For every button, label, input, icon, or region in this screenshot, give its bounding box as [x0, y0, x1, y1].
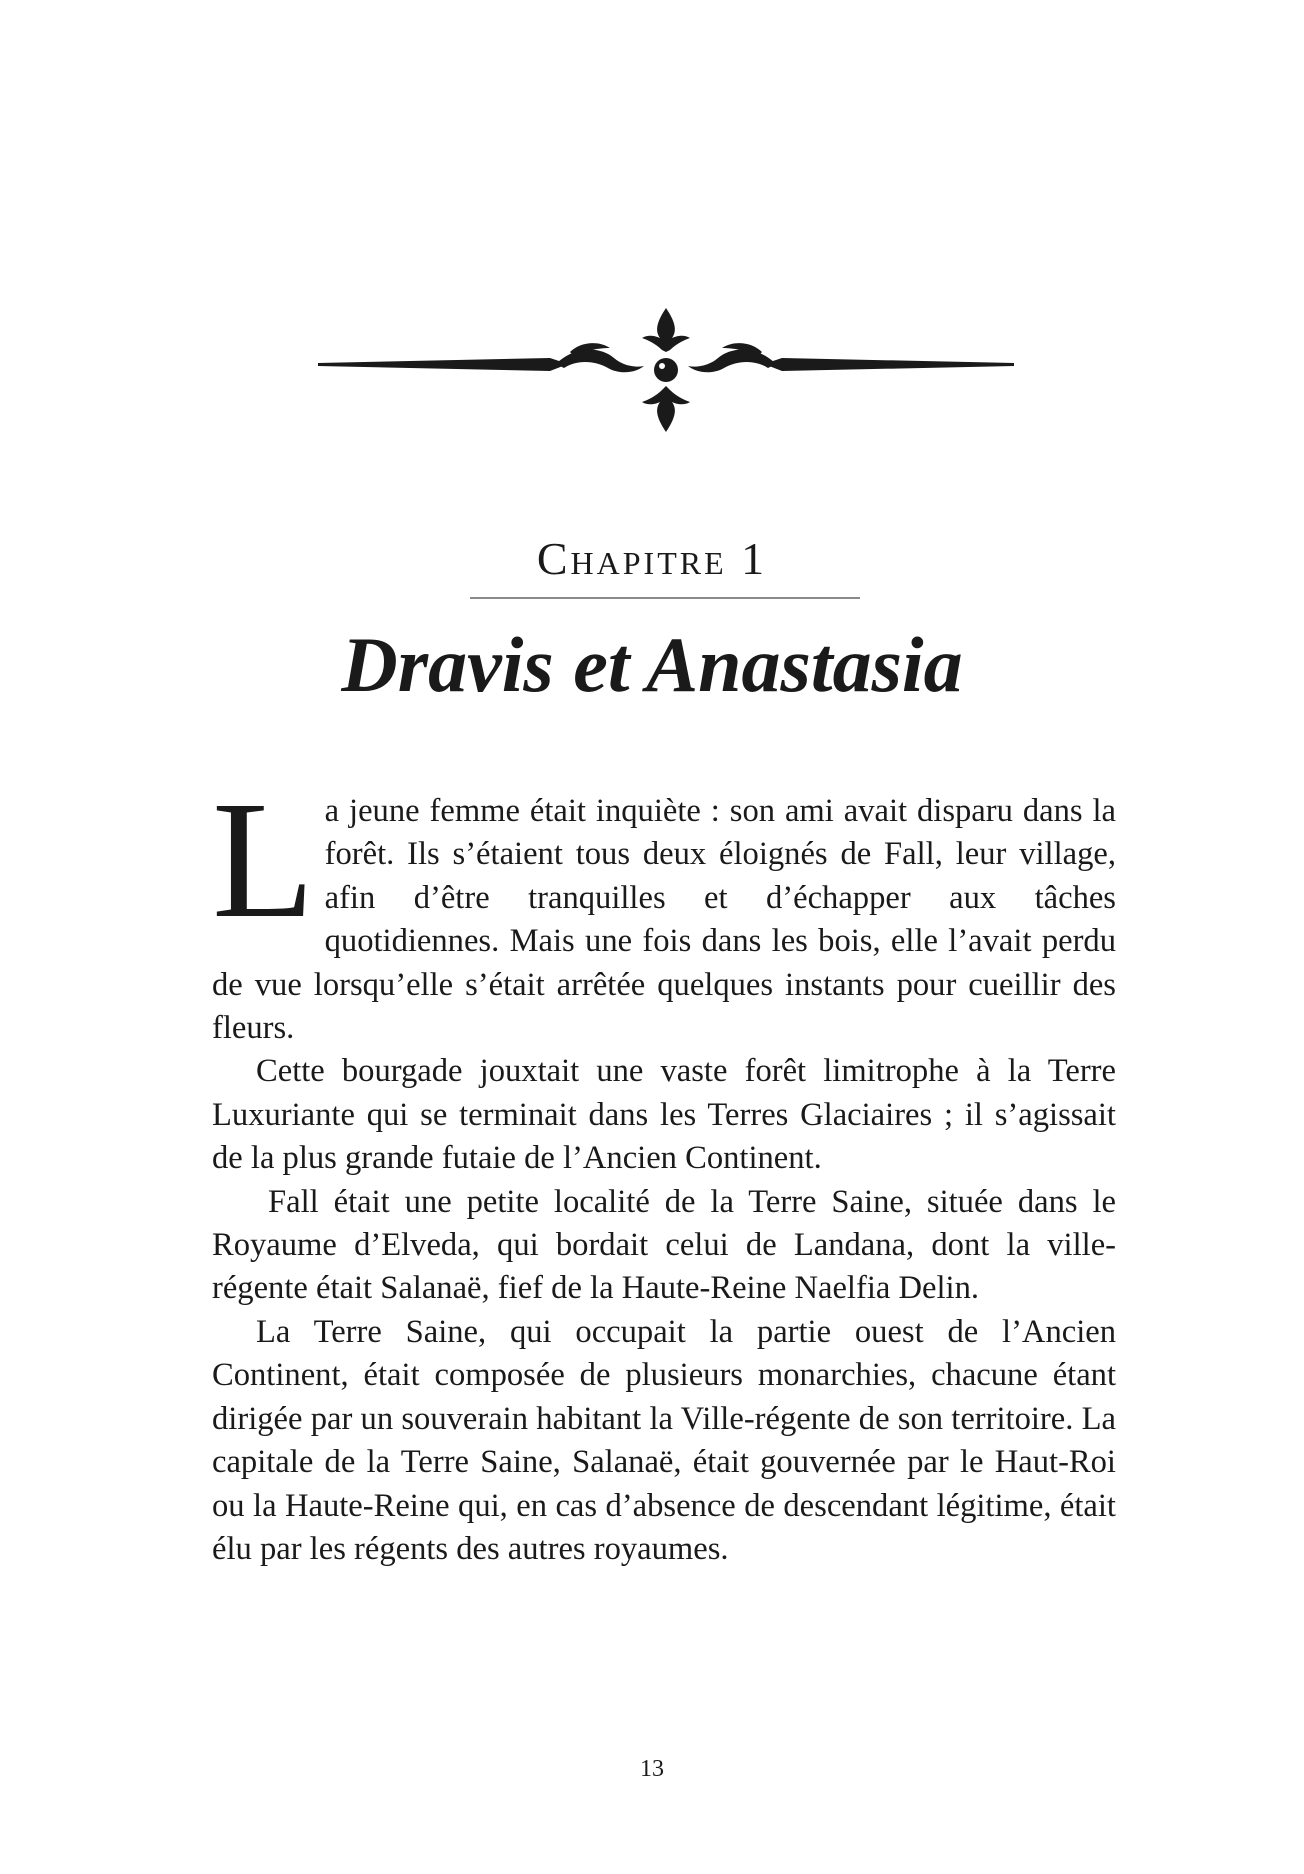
chapter-title: Dravis et Anastasia [341, 621, 963, 708]
chapter-label: Chapitre 1 [536, 533, 768, 584]
paragraph-2: Cette bourgade jouxtait une vaste forêt limitrophe à la Terre Luxuriante qui se terminait dans les Terres Glaciaires ; il s’agissait de la plus grande futaie de l’Ancien Continent. [212, 1053, 1116, 1177]
drop-cap: L [212, 767, 315, 953]
page-number: 13 [640, 1756, 664, 1782]
paragraph-3: Fall était une petite localité de la Terre Saine, située dans le Royaume d’Elveda, qui bordait celui de Landana, dont la ville-régente était Salanaë, fief de la Haute-Reine Naelfia Delin. [212, 1183, 1116, 1307]
body-text [212, 767, 1116, 1571]
paragraph-4: La Terre Saine, qui occupait la partie ouest de l’Ancien Continent, était composée de plusieurs monarchies, chacune étant dirigée par un souverain habitant la Ville-régente de son territoire. La capitale de la Terre Saine, Salanaë, était gouvernée par le Haut-Roi ou la Haute-Reine qui, en cas d’absence de descendant légitime, était élu par les régents des autres royaumes. [212, 1313, 1116, 1567]
chapter-divider-rule [470, 597, 860, 599]
paragraph-1 [212, 767, 1116, 1050]
fleuron-divider-icon [318, 308, 1014, 432]
paragraph-1-text: a jeune femme était inquiète : son ami avait disparu dans la forêt. Ils s’étaient tous deux éloignés de Fall, leur village, afin d’être tranquilles et d’échapper aux tâches quotidiennes. Mais une fois dans les bois, elle l’avait perdu de vue lorsqu’elle s’était arrêtée quelques instants pour cueillir des fleurs. [212, 793, 1116, 1047]
